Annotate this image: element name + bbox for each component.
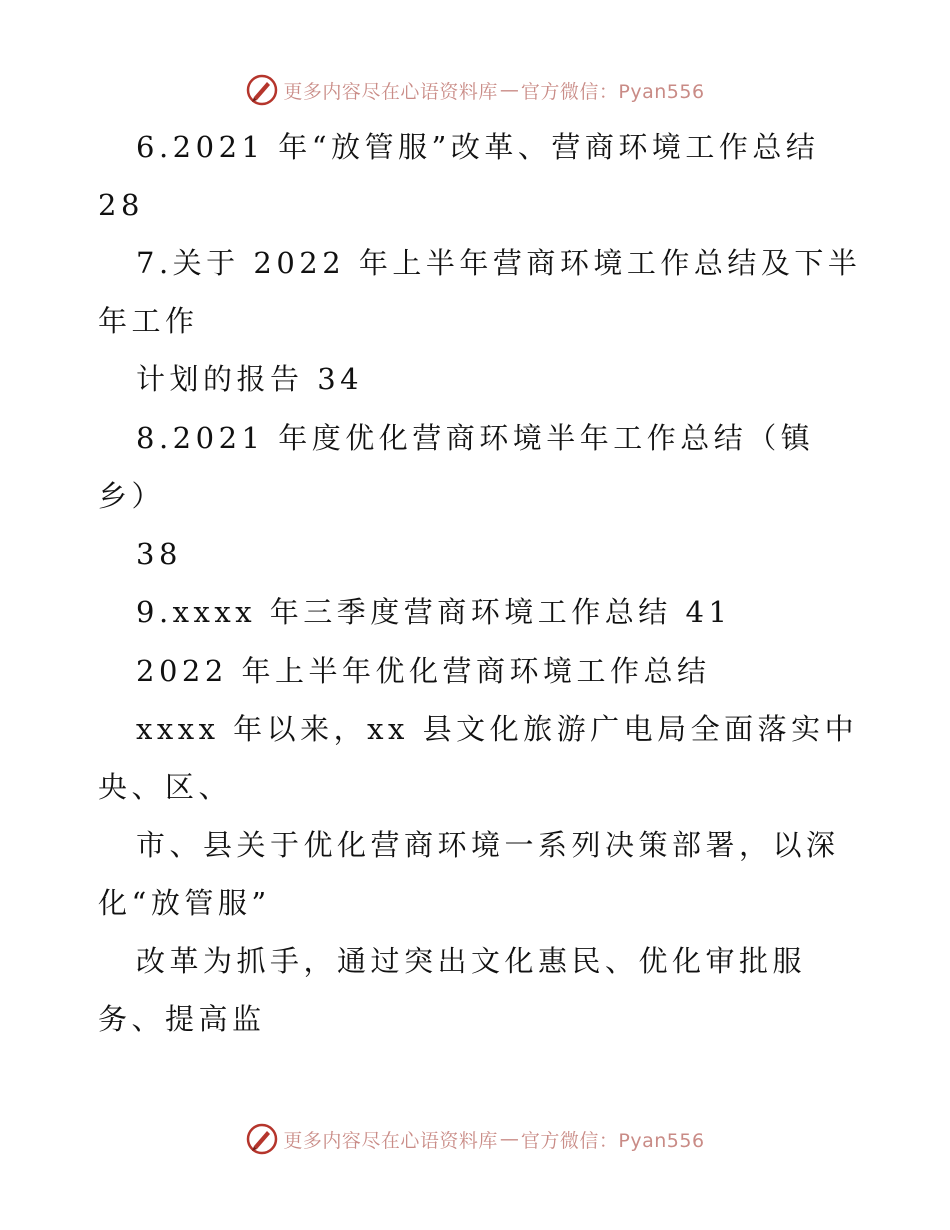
body-paragraph-line: 央、区、 xyxy=(98,770,233,804)
watermark-site-text: 更多内容尽在心语资料库 xyxy=(283,1129,498,1152)
bottom-watermark xyxy=(0,1119,950,1159)
section-title: 2022 年上半年优化营商环境工作总结 xyxy=(136,654,711,688)
top-watermark xyxy=(0,70,950,110)
pen-seal-icon xyxy=(245,73,279,107)
body-paragraph-line: 市、县关于优化营商环境一系列决策部署，以深 xyxy=(136,828,840,862)
toc-item-8-page: 38 xyxy=(136,537,182,571)
toc-item-8: 8.2021 年度优化营商环境半年工作总结（镇 xyxy=(136,421,815,455)
body-paragraph-line: 务、提高监 xyxy=(98,1002,266,1036)
toc-item-6: 6.2021 年“放管服”改革、营商环境工作总结 xyxy=(136,130,820,164)
watermark-separator: — xyxy=(499,79,519,101)
body-paragraph-line: xxxx 年以来，xx 县文化旅游广电局全面落实中 xyxy=(136,712,859,746)
body-paragraph-line: 改革为抓手，通过突出文化惠民、优化审批服 xyxy=(136,944,807,978)
toc-item-7: 7.关于 2022 年上半年营商环境工作总结及下半 xyxy=(136,246,862,280)
toc-item-7-page: 计划的报告 34 xyxy=(136,362,364,396)
watermark-separator: — xyxy=(499,1128,519,1150)
toc-item-6-page: 28 xyxy=(98,188,144,222)
pen-seal-icon xyxy=(245,1122,279,1156)
toc-item-7-cont: 年工作 xyxy=(98,304,199,338)
toc-item-8-cont: 乡） xyxy=(98,479,166,513)
body-paragraph-line: 化“放管服” xyxy=(98,886,271,920)
watermark-site-text: 更多内容尽在心语资料库 xyxy=(283,80,498,103)
toc-item-9: 9.xxxx 年三季度营商环境工作总结 41 xyxy=(136,595,732,629)
watermark-wechat-text: 官方微信：Pyan556 xyxy=(520,1129,705,1152)
watermark-wechat-text: 官方微信：Pyan556 xyxy=(520,80,705,103)
